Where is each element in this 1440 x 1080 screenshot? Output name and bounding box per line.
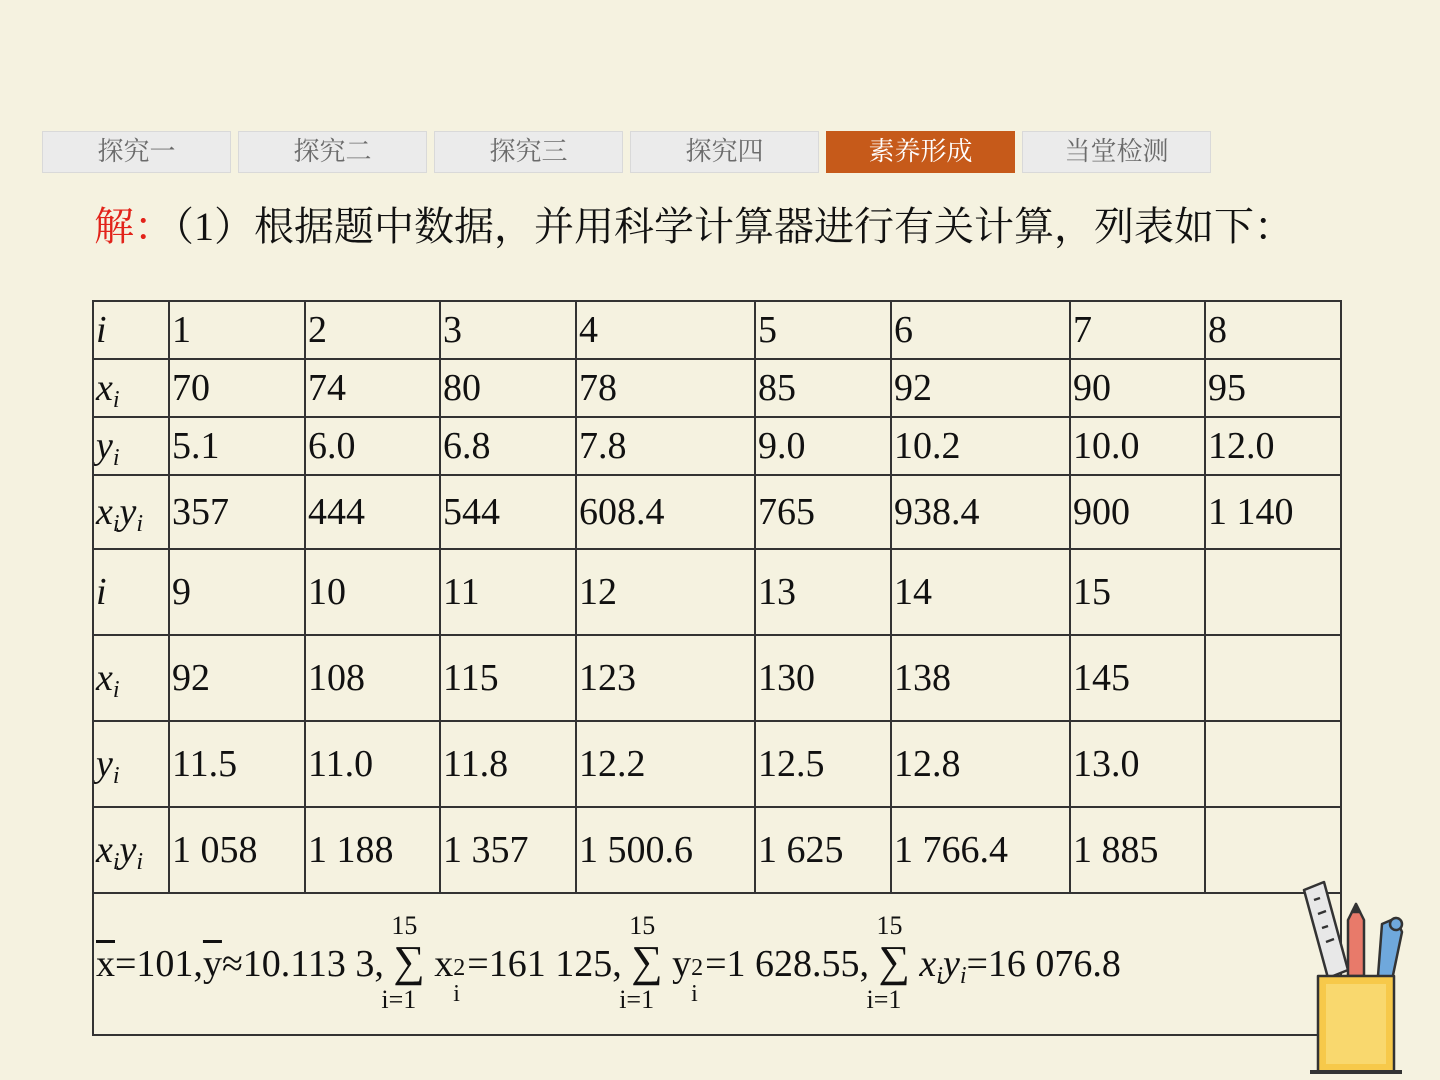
table-cell: 11.0 [305,721,440,807]
table-cell: 6.8 [440,417,576,475]
table-cell: 11.5 [169,721,305,807]
table-row [93,807,1341,893]
sum1-sub: i [453,981,460,1007]
table-cell: 74 [305,359,440,417]
table-cell: 14 [891,549,1070,635]
table-cell: 95 [1205,359,1341,417]
table-cell: 11.8 [440,721,576,807]
table-cell: 9.0 [755,417,891,475]
row-variable [93,475,169,549]
row-variable [93,635,169,721]
data-table [92,300,1342,1036]
table-cell: 15 [1070,549,1205,635]
table-cell: 138 [891,635,1070,721]
sum3-var: x [919,943,937,985]
table-cell: 12.0 [1205,417,1341,475]
sum1-value: =161 125, [467,943,622,985]
table-cell: 5 [755,301,891,359]
y-bar: $\overline{y}$ [202,943,222,985]
table-cell: 92 [169,635,305,721]
table-cell: 1 140 [1205,475,1341,549]
table-cell: 6 [891,301,1070,359]
tab-4[interactable]: 探究四 [630,131,819,173]
row-variable [93,549,169,635]
sum2-sup: 2 [691,955,704,981]
summary-cell [93,893,1341,1035]
table-cell: 11 [440,549,576,635]
table-cell [1205,549,1341,635]
sum3-sub: i [936,963,943,989]
var-subscript: i [112,445,120,471]
sum-lower-2: i=1 [619,985,655,1014]
row-variable [93,301,169,359]
table-cell: 6.0 [305,417,440,475]
sum-upper-3: 15 [876,911,903,940]
sum2-var: y [672,943,692,985]
var-subscript: i [112,849,120,875]
var-symbol-2: y [119,491,137,533]
table-cell: 938.4 [891,475,1070,549]
x-bar-value: =101, [115,943,203,985]
var-subscript: i [112,763,120,789]
table-row [93,635,1341,721]
table-cell: 108 [305,635,440,721]
solution-text: 根据题中数据，并用科学计算器进行有关计算，列表如下： [254,204,1294,250]
table-cell: 123 [576,635,755,721]
sum3-var2: y [942,943,960,985]
var-subscript: i [112,387,120,413]
row-variable [93,417,169,475]
sum1-var: x [434,943,454,985]
var-symbol: y [96,425,113,467]
table-cell: 145 [1070,635,1205,721]
table-cell: 10 [305,549,440,635]
var-subscript-2: i [136,849,144,875]
table-cell: 7 [1070,301,1205,359]
var-symbol: i [96,571,107,613]
table-cell: 70 [169,359,305,417]
table-cell: 5.1 [169,417,305,475]
sum-lower-3: i=1 [866,985,902,1014]
table-cell: 130 [755,635,891,721]
var-subscript: i [112,677,120,703]
table-row [93,475,1341,549]
table-cell: 9 [169,549,305,635]
section-tabs [42,131,1211,173]
sum2-sub: i [691,981,698,1007]
table-cell: 115 [440,635,576,721]
table-cell: 7.8 [576,417,755,475]
var-symbol: x [96,491,113,533]
table-cell: 4 [576,301,755,359]
row-variable [93,359,169,417]
tab-1[interactable]: 探究一 [42,131,231,173]
x-bar: $\overline{x}$ [96,943,115,985]
table-cell: 1 [169,301,305,359]
var-symbol-2: y [119,829,137,871]
row-variable [93,807,169,893]
table-cell: 90 [1070,359,1205,417]
table-row [93,359,1341,417]
table-cell: 13 [755,549,891,635]
table-cell: 900 [1070,475,1205,549]
table-cell: 608.4 [576,475,755,549]
table-cell: 12.5 [755,721,891,807]
table-row [93,301,1341,359]
pencil-cup-icon [1296,880,1416,1076]
table-cell [1205,721,1341,807]
table-cell: 10.2 [891,417,1070,475]
paren-close: ） [214,204,254,250]
var-symbol: i [96,309,107,351]
table-row [93,417,1341,475]
summary-formula [96,911,1121,1014]
sum-lower-1: i=1 [381,985,417,1014]
var-subscript-2: i [136,511,144,537]
sum-upper-1: 15 [391,911,418,940]
var-symbol: x [96,367,113,409]
sum-symbol-1: ∑ 15 i=1 [393,936,424,988]
table-cell: 12.8 [891,721,1070,807]
sum-upper-2: 15 [629,911,656,940]
table-cell: 1 766.4 [891,807,1070,893]
tab-2[interactable]: 探究二 [238,131,427,173]
row-variable [93,721,169,807]
sum-symbol-3: ∑ 15 i=1 [879,936,910,988]
table-cell: 85 [755,359,891,417]
sum2-value: =1 628.55, [705,943,870,985]
var-symbol: x [96,657,113,699]
table-row [93,721,1341,807]
tab-5[interactable]: 素养形成 [826,131,1015,173]
paren-open: （ [174,204,194,250]
solution-lead: 解： [94,204,174,250]
table-cell: 10.0 [1070,417,1205,475]
table-row [93,549,1341,635]
tab-6[interactable]: 当堂检测 [1022,131,1211,173]
table-cell: 1 058 [169,807,305,893]
var-subscript: i [112,511,120,537]
part-number: 1 [194,204,214,249]
table-cell [1205,635,1341,721]
var-symbol: y [96,743,113,785]
table-cell: 3 [440,301,576,359]
tab-3[interactable]: 探究三 [434,131,623,173]
table-cell: 1 357 [440,807,576,893]
table-cell: 1 500.6 [576,807,755,893]
table-cell: 765 [755,475,891,549]
y-bar-value: ≈10.113 3, [221,943,384,985]
table-cell: 1 625 [755,807,891,893]
table-cell: 12 [576,549,755,635]
sum-symbol-2: ∑ 15 i=1 [631,936,662,988]
sum3-sub2: i [959,963,967,989]
solution-heading [94,196,1354,258]
table-cell: 78 [576,359,755,417]
table-cell: 1 188 [305,807,440,893]
table-cell: 13.0 [1070,721,1205,807]
table-cell: 444 [305,475,440,549]
table-cell: 80 [440,359,576,417]
table-cell: 544 [440,475,576,549]
table-cell: 2 [305,301,440,359]
table-cell: 1 885 [1070,807,1205,893]
table-cell: 357 [169,475,305,549]
var-symbol: x [96,829,113,871]
table-cell: 92 [891,359,1070,417]
sum3-value: =16 076.8 [966,943,1121,985]
table-cell: 12.2 [576,721,755,807]
table-cell: 8 [1205,301,1341,359]
sum1-sup: 2 [453,955,466,981]
